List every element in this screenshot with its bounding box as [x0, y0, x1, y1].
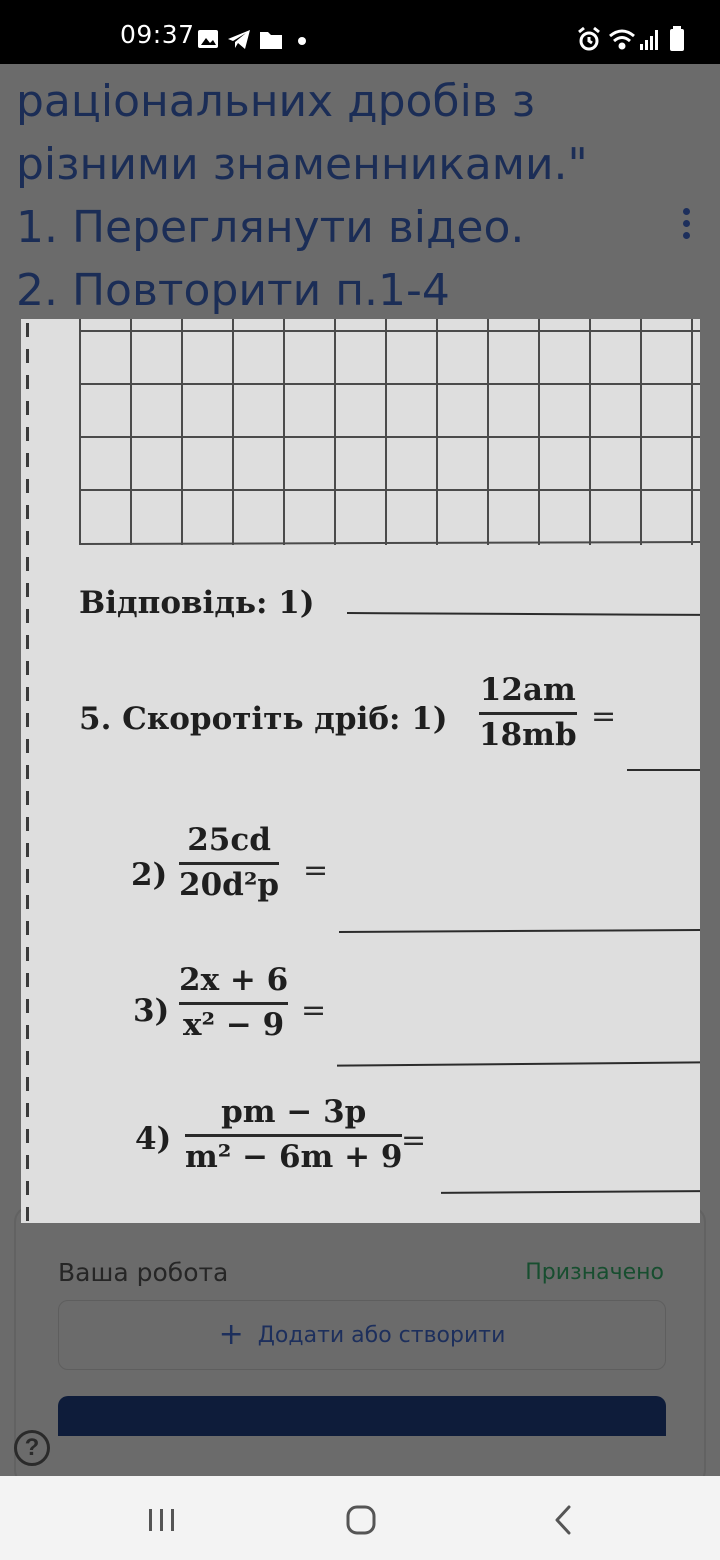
fraction-3-numerator: 2x + 6: [179, 962, 289, 998]
status-bar: [0, 0, 720, 64]
equals-sign: =: [303, 853, 329, 888]
task-header: 5. Скоротіть дріб: 1): [79, 701, 448, 737]
plus-icon: +: [218, 1317, 244, 1352]
status-right-icons: [576, 26, 688, 54]
wifi-icon: [610, 31, 634, 48]
your-work-card: [14, 1206, 706, 1486]
fraction-3-denominator: x² − 9: [182, 1006, 285, 1043]
notebook-perforation: [21, 319, 31, 1223]
equals-sign: =: [401, 1123, 427, 1158]
equals-sign: =: [301, 993, 327, 1028]
dot-icon: [298, 37, 306, 45]
description-line: 2. Повторити п.1-4: [16, 265, 450, 316]
fraction-1-denominator: 18mb: [479, 716, 577, 753]
add-or-create-button[interactable]: [58, 1300, 666, 1370]
fraction-bar: [179, 1002, 288, 1005]
description-line: різними знаменниками.": [16, 139, 588, 190]
assignment-description: [16, 70, 656, 322]
answer-grid: [79, 319, 700, 547]
equals-sign: =: [591, 699, 617, 734]
status-left-icons: [198, 28, 306, 52]
status-time: 09:37: [120, 20, 195, 49]
description-line: раціональних дробів з: [16, 76, 536, 127]
answer-line: [347, 612, 700, 616]
worksheet-photo[interactable]: [21, 319, 700, 1223]
fraction-bar: [179, 862, 279, 865]
gallery-icon: [198, 30, 218, 48]
submit-button[interactable]: [58, 1396, 666, 1436]
fraction-1-numerator: 12am: [479, 672, 576, 708]
description-line: 1. Переглянути відео.: [16, 202, 525, 253]
home-icon[interactable]: [341, 1500, 381, 1540]
answer-line-4: [441, 1190, 700, 1194]
alarm-icon: [579, 28, 599, 49]
help-icon[interactable]: ?: [14, 1430, 50, 1466]
back-icon[interactable]: [544, 1500, 584, 1540]
battery-icon: [670, 26, 684, 51]
fraction-bar: [479, 712, 577, 715]
assignment-status: Призначено: [525, 1260, 664, 1285]
item-3-label: 3): [133, 993, 170, 1029]
recent-apps-icon[interactable]: [142, 1500, 182, 1540]
navigation-bar: [0, 1476, 720, 1560]
fraction-2-denominator: 20d²p: [179, 866, 280, 903]
item-2-label: 2): [131, 857, 168, 893]
folder-icon: [260, 32, 282, 49]
item-4-label: 4): [135, 1121, 172, 1157]
fraction-2: [179, 823, 279, 903]
add-or-create-label: Додати або створити: [257, 1322, 506, 1348]
telegram-icon: [228, 30, 250, 49]
fraction-bar: [185, 1134, 402, 1137]
fraction-4: [185, 1095, 402, 1175]
fraction-4-denominator: m² − 6m + 9: [185, 1138, 403, 1175]
answer-line-2: [339, 929, 700, 933]
answer-line-3: [337, 1061, 700, 1066]
signal-icon: [640, 30, 658, 50]
fraction-2-numerator: 25cd: [187, 822, 271, 858]
fraction-3: [179, 963, 288, 1043]
more-options-icon[interactable]: [676, 208, 696, 248]
answer-label: Відповідь: 1): [79, 585, 315, 621]
answer-line-1: [627, 769, 700, 771]
fraction-1: [479, 673, 577, 753]
your-work-title: Ваша робота: [58, 1258, 229, 1287]
fraction-4-numerator: pm − 3p: [221, 1094, 367, 1130]
